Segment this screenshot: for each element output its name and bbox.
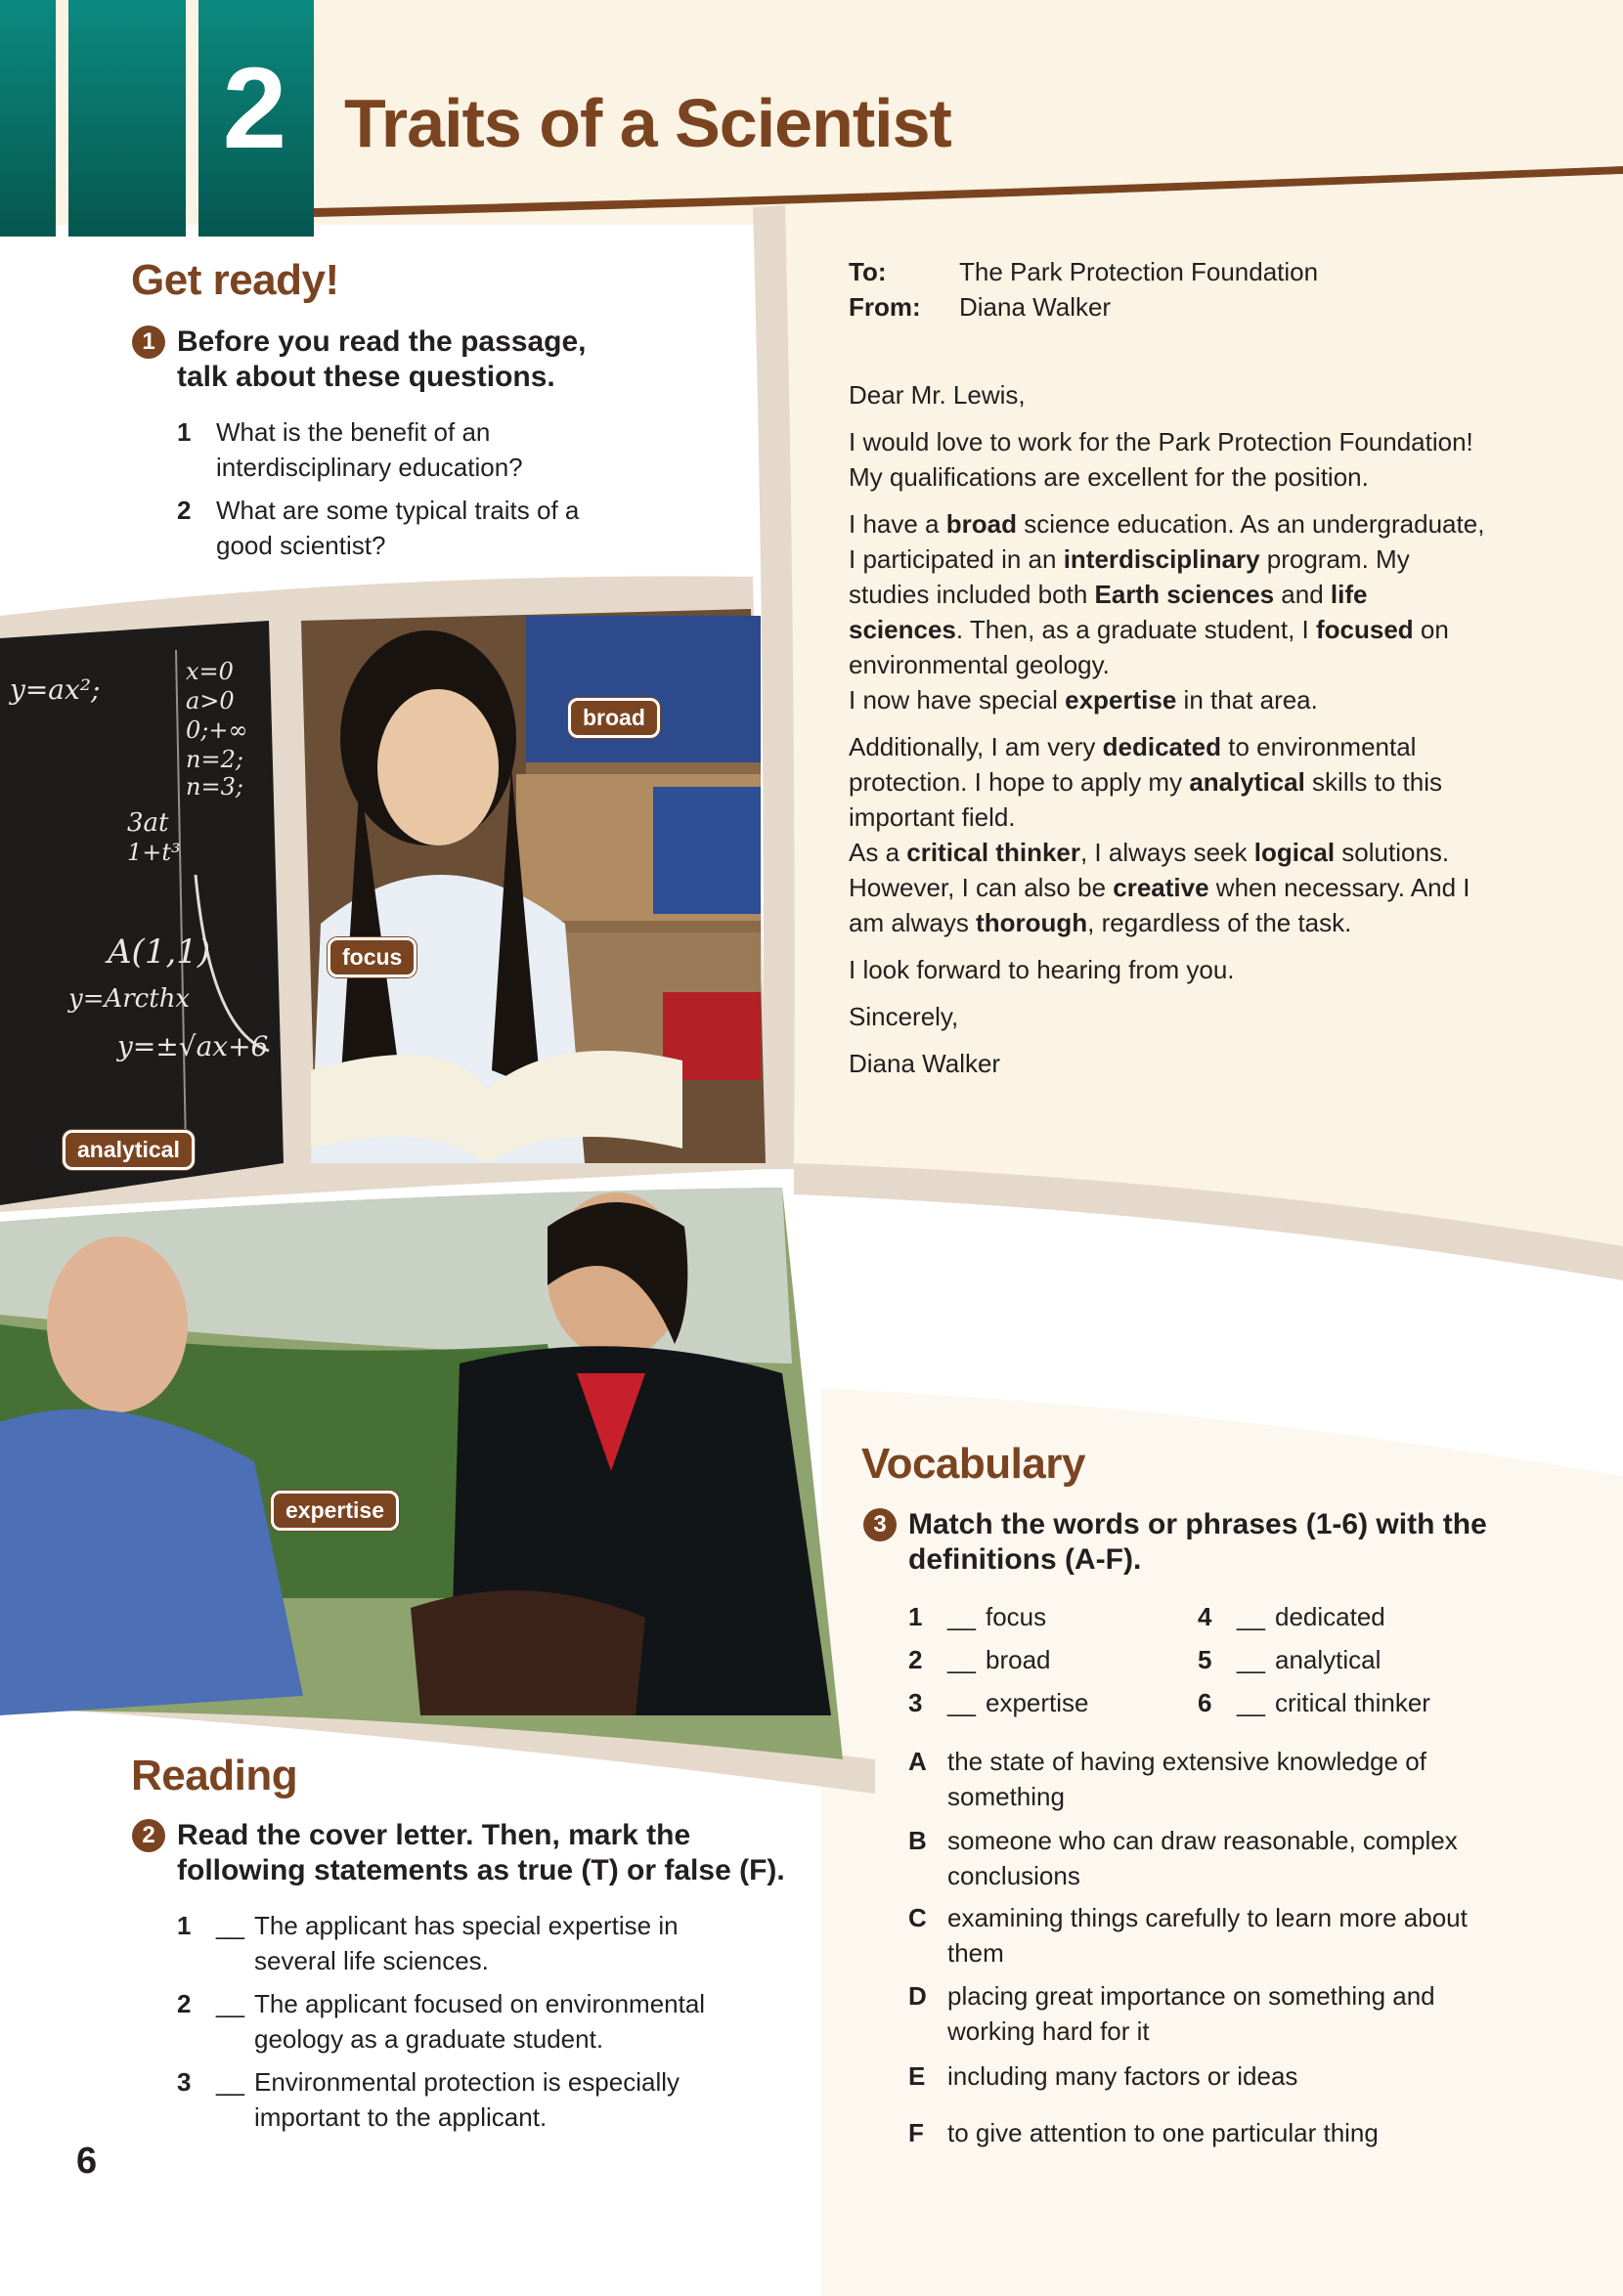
word-item — [908, 1599, 1192, 1634]
answer-blank[interactable]: __ — [1237, 1688, 1265, 1717]
word-number: 6 — [1198, 1688, 1212, 1717]
definition-letter: A — [908, 1747, 927, 1776]
letter-closing: Sincerely, — [849, 1002, 959, 1031]
question-item — [177, 414, 685, 493]
answer-blank[interactable]: __ — [947, 1602, 976, 1631]
definition-item — [908, 2115, 1593, 2154]
word-number: 4 — [1198, 1602, 1212, 1631]
instruction-line: definitions (A-F). — [908, 1543, 1142, 1576]
definition-letter: B — [908, 1826, 927, 1855]
word-number: 2 — [908, 1645, 923, 1674]
letter-paragraph-1: I would love to work for the Park Protection Foundation! My qualifications are excellent for the position. — [849, 427, 1473, 492]
cover-letter — [849, 254, 1592, 1093]
statement-item — [177, 2064, 783, 2143]
photo-label-broad: broad — [568, 698, 660, 738]
question-number: 2 — [177, 496, 192, 525]
chalk-text: n=3; — [186, 773, 243, 801]
word-number: 1 — [908, 1602, 923, 1631]
letter-paragraph-2: I have a broad science education. As an undergraduate, I participated in an interdisciplinary program. My studies included both Earth sciences and life sciences. Then, as a graduate student, I focused on environmental geology. I now have special expertise in that area. — [849, 509, 1485, 715]
definition-item — [908, 1744, 1593, 1822]
vocab-word: dedicated — [1275, 1602, 1385, 1631]
statement-number: 1 — [177, 1911, 192, 1940]
instruction-line: Read the cover letter. Then, mark the — [177, 1819, 691, 1851]
answer-blank[interactable]: __ — [1237, 1645, 1265, 1674]
letter-to-line — [849, 254, 1592, 289]
word-number: 3 — [908, 1688, 923, 1717]
letter-from-line — [849, 289, 1592, 325]
definition-text: placing great importance on something and working hard for it — [947, 1981, 1435, 2046]
vocabulary-definitions — [908, 1744, 1593, 2147]
chalkboard-image — [0, 621, 284, 1207]
reading-heading: Reading — [131, 1752, 298, 1799]
photo-label-analytical: analytical — [63, 1130, 195, 1170]
definition-text: someone who can draw reasonable, complex conclusions — [947, 1826, 1458, 1890]
question-text: What are some typical traits of a good scientist? — [216, 496, 580, 560]
definition-text: the state of having extensive knowledge of something — [947, 1747, 1426, 1811]
to-label: To: — [849, 257, 887, 286]
chapter-title: Traits of a Scientist — [344, 85, 951, 161]
definition-item — [908, 1823, 1593, 1901]
vocab-word: expertise — [986, 1688, 1089, 1717]
definition-letter: C — [908, 1903, 927, 1932]
word-item — [1198, 1599, 1589, 1634]
definition-letter: E — [908, 2061, 926, 2091]
vocab-word: broad — [986, 1645, 1051, 1674]
vocabulary-instruction — [873, 1507, 1593, 1578]
reading-instruction — [142, 1818, 822, 1888]
answer-blank[interactable]: __ — [1237, 1602, 1265, 1631]
letter-paragraph-4: I look forward to hearing from you. — [849, 955, 1235, 984]
definition-text: examining things carefully to learn more about them — [947, 1903, 1468, 1968]
statement-number: 2 — [177, 1989, 192, 2018]
word-item — [1198, 1642, 1589, 1677]
student-reading-image — [291, 601, 770, 1163]
vocab-word: analytical — [1275, 1645, 1382, 1674]
chalk-text: x=0 — [186, 658, 234, 685]
colleagues-discussion-image — [0, 1188, 843, 1759]
answer-blank[interactable]: __ — [947, 1688, 976, 1717]
chalk-text: n=2; — [186, 746, 243, 773]
vocab-word: focus — [986, 1602, 1047, 1631]
instruction-line: Match the words or phrases (1-6) with the — [908, 1508, 1487, 1540]
chapter-number: 2 — [222, 44, 287, 173]
from-label: From: — [849, 292, 921, 322]
chalk-text: 0;+∞ — [186, 716, 248, 744]
answer-blank[interactable]: __ — [216, 2067, 244, 2097]
letter-paragraph-3: Additionally, I am very dedicated to environmental protection. I hope to apply my analytical skills to this important field. As a critical thinker, I always seek logical solutions. However, I can also be creative when necessary. And I am always thorough, regardless of the task. — [849, 732, 1470, 937]
true-false-statements — [177, 1908, 783, 2143]
statement-item — [177, 1908, 783, 1986]
get-ready-instruction — [142, 325, 685, 395]
vocabulary-heading: Vocabulary — [861, 1440, 1085, 1488]
letter-salutation: Dear Mr. Lewis, — [849, 380, 1026, 410]
discussion-questions — [177, 414, 685, 571]
step-number-badge: 1 — [132, 325, 165, 359]
definition-item — [908, 1900, 1593, 1978]
vocabulary-word-list — [908, 1599, 1593, 1728]
step-number-badge: 3 — [863, 1508, 897, 1541]
from-value: Diana Walker — [959, 292, 1112, 322]
chalk-text: A(1,1) — [108, 932, 211, 972]
definition-letter: D — [908, 1981, 927, 2011]
word-item — [908, 1685, 1192, 1720]
instruction-line: following statements as true (T) or false (F). — [177, 1854, 785, 1886]
definition-text: including many factors or ideas — [947, 2061, 1298, 2091]
vocab-word: critical thinker — [1275, 1688, 1430, 1717]
chalk-text: y=Arcthx — [68, 984, 191, 1014]
definition-item — [908, 2058, 1593, 2098]
chalk-text: y=ax²; — [10, 673, 101, 706]
chalk-text: y=±√ax+6 — [117, 1030, 269, 1062]
instruction-line: Before you read the passage, — [177, 325, 587, 358]
instruction-line: talk about these questions. — [177, 361, 555, 393]
photo-label-focus: focus — [328, 937, 417, 977]
statement-item — [177, 1986, 783, 2064]
word-item — [908, 1642, 1192, 1677]
photo-label-expertise: expertise — [271, 1491, 399, 1531]
definition-text: to give attention to one particular thing — [947, 2118, 1379, 2147]
statement-number: 3 — [177, 2067, 192, 2097]
question-number: 1 — [177, 417, 192, 447]
answer-blank[interactable]: __ — [216, 1989, 244, 2018]
word-item — [1198, 1685, 1589, 1720]
answer-blank[interactable]: __ — [216, 1911, 244, 1940]
get-ready-heading: Get ready! — [131, 256, 339, 304]
chalk-text: 3at — [127, 808, 169, 838]
definition-item — [908, 1978, 1593, 2057]
word-number: 5 — [1198, 1645, 1212, 1674]
question-text: What is the benefit of an interdisciplinary education? — [216, 417, 523, 482]
letter-signature: Diana Walker — [849, 1049, 1001, 1078]
page-number: 6 — [76, 2141, 98, 2182]
statement-text: Environmental protection is especially important to the applicant. — [254, 2067, 680, 2132]
to-value: The Park Protection Foundation — [959, 257, 1319, 286]
question-item — [177, 493, 685, 571]
statement-text: The applicant focused on environmental geology as a graduate student. — [254, 1989, 706, 2054]
definition-letter: F — [908, 2118, 924, 2147]
chalk-text: 1+t³ — [127, 839, 181, 866]
chalk-text: a>0 — [186, 687, 235, 715]
statement-text: The applicant has special expertise in several life sciences. — [254, 1911, 679, 1975]
step-number-badge: 2 — [132, 1819, 165, 1852]
answer-blank[interactable]: __ — [947, 1645, 976, 1674]
